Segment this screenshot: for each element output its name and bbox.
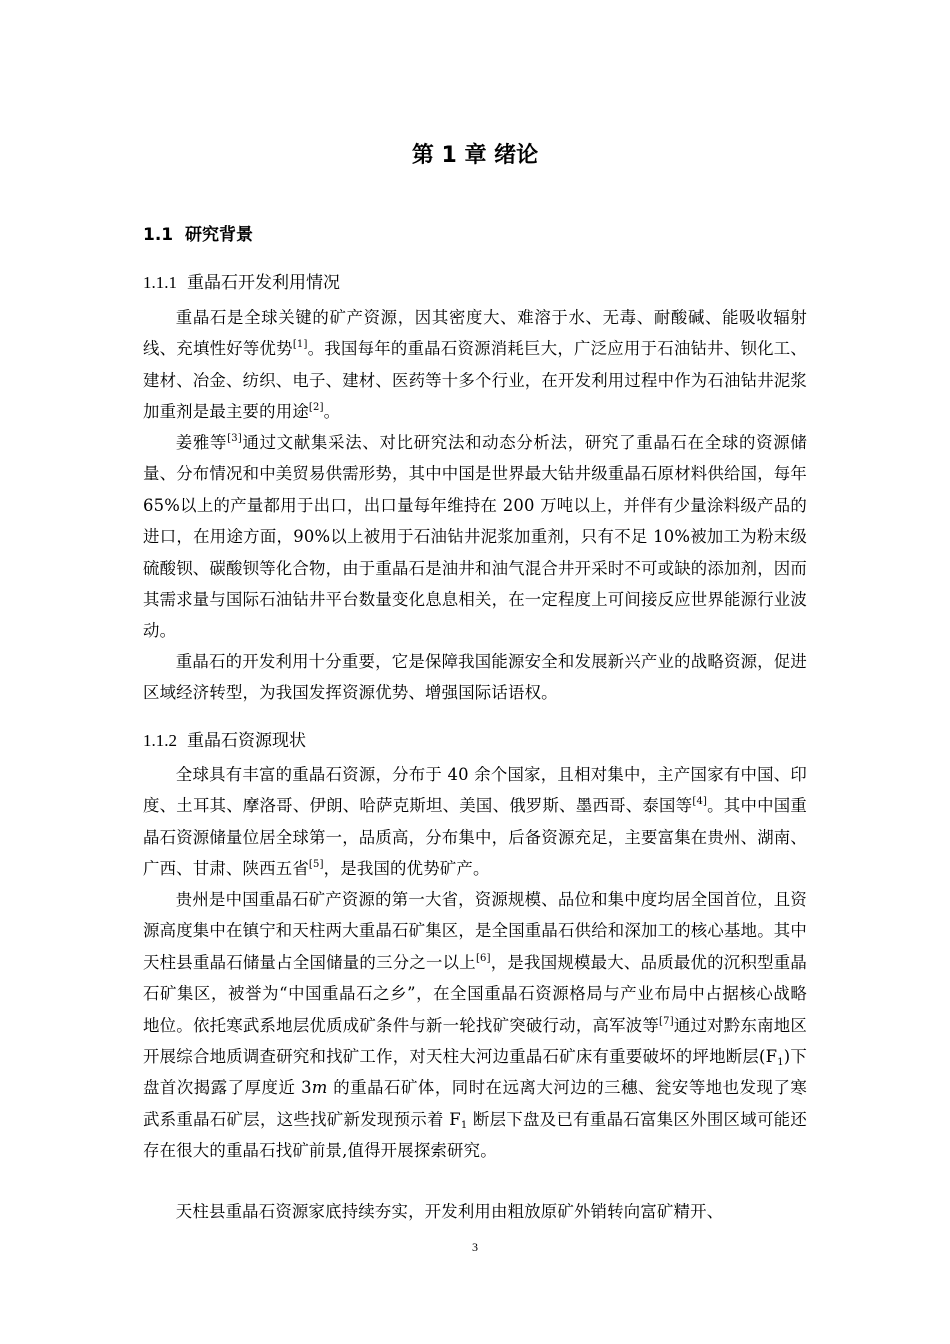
text-run: 天柱县重晶石资源家底持续夯实，开发利用由粗放原矿外销转向富矿精开、 [175, 1202, 724, 1221]
subsection-title: 重晶石资源现状 [187, 731, 306, 751]
citation: [3] [227, 433, 242, 444]
text-run: )下盘首次揭露了厚度近 3 [143, 1047, 807, 1098]
paragraph-1 [143, 302, 807, 428]
citation: [1] [292, 339, 308, 351]
text-run: 通过文献集采法、对比研究法和动态分析法，研究了重晶石在全球的资源储量、分布情况和中美贸易供需形势，其中中国是世界最大钻井级重晶石原材料供给国，每年 65%以上的产量都用于出口，出口量每年维持在 200 万吨以上，并伴有少量涂料级产品的进口，在用途方面，90%以上被用于石油钻井泥浆加重剂，只有不足 10%被加工为粉末级硫酸钡、碳酸钡等化合物，由于重晶石是油井和油气混合井开采时不可或缺的添加剂，因而其需求量与国际石油钻井平台数量变化息息相关，在一定程度上可间接反应世界能源行业波动。 [143, 433, 807, 641]
text-run: 全球具有丰富的重晶石资源，分布于 40 余个国家，且相对集中，主产国家有中国、印度、土耳其、摩洛哥、伊朗、哈萨克斯坦、美国、俄罗斯、墨西哥、泰国等 [143, 765, 807, 816]
text-run: 断层下盘及已有重晶石富集区外围区域可能还存在很大的重晶石找矿前景,值得开展探索研究。 [143, 1109, 807, 1161]
section-title: 研究背景 [184, 225, 253, 245]
text-run: 重晶石是全球关键的矿产资源，因其密度大、难溶于水、无毒、耐酸碱、能吸收辐射线、充填性好等优势 [143, 308, 807, 359]
section-heading [143, 220, 253, 245]
paragraph-4 [143, 759, 807, 885]
text-run: ，是我国的优势矿产。 [323, 859, 490, 879]
subsection-heading-1 [143, 268, 340, 293]
text-run: 重晶石的开发利用十分重要，它是保障我国能源安全和发展新兴产业的战略资源，促进区域经济转型，为我国发挥资源优势、增强国际话语权。 [143, 652, 807, 703]
section-number: 1.1 [143, 225, 174, 245]
subsection-heading-2 [143, 726, 306, 751]
paragraph-2 [143, 427, 807, 647]
citation: [4] [692, 796, 708, 808]
subsection-number: 1.1.2 [143, 731, 177, 750]
text-run: 的重晶石矿体，同时在远离大河边的三穗、瓮安等地也发现了寒武系重晶石矿层，这些找矿新发现预示着 F [143, 1078, 807, 1129]
paragraph-5 [143, 884, 807, 1167]
text-run: 。其中中国重晶石资源储量位居全球第一，品质高，分布集中，后备资源充足，主要富集在贵州、湖南、广西、甘肃、陕西五省 [143, 796, 807, 879]
text-run: 通过对黔东南地区开展综合地质调查研究和找矿工作，对天柱大河边重晶石矿床有重要破坏的坪地断层(F [143, 1015, 807, 1067]
italic-unit: m [311, 1078, 328, 1098]
page-number: 3 [472, 1240, 478, 1254]
citation: [2] [308, 402, 324, 414]
subsection-title: 重晶石开发利用情况 [187, 273, 340, 293]
citation: [5] [308, 859, 324, 871]
citation: [6] [475, 952, 491, 964]
subscript: 1 [777, 1057, 784, 1069]
text-run: 贵州是中国重晶石矿产资源的第一大省，资源规模、品位和集中度均居全国首位，且资源高度集中在镇宁和天柱两大重晶石矿集区，是全国重晶石供给和深加工的核心基地。其中天柱县重晶石储量占全国储量的三分之一以上 [143, 890, 807, 972]
paragraph-3 [143, 646, 807, 709]
chapter-title: 第 1 章 绪论 [411, 143, 539, 168]
text-run: 姜雅等 [175, 433, 228, 452]
subsection-number: 1.1.1 [143, 273, 177, 292]
text-run: ，是我国规模最大、品质最优的沉积型重晶石矿集区，被誉为“中国重晶石之乡”，在全国重晶石资源格局与产业布局中占据核心战略地位。依托寒武系地层优质成矿条件与新一轮找矿突破行动，高军波等 [143, 952, 807, 1035]
citation: [7] [659, 1015, 674, 1027]
text-run: 。我国每年的重晶石资源消耗巨大，广泛应用于石油钻井、钡化工、建材、冶金、纺织、电子、建材、医药等十多个行业，在开发利用过程中作为石油钻井泥浆加重剂是最主要的用途 [143, 339, 807, 422]
paragraph-6 [143, 1196, 807, 1227]
subscript: 1 [460, 1119, 468, 1131]
text-run: 。 [323, 402, 341, 422]
